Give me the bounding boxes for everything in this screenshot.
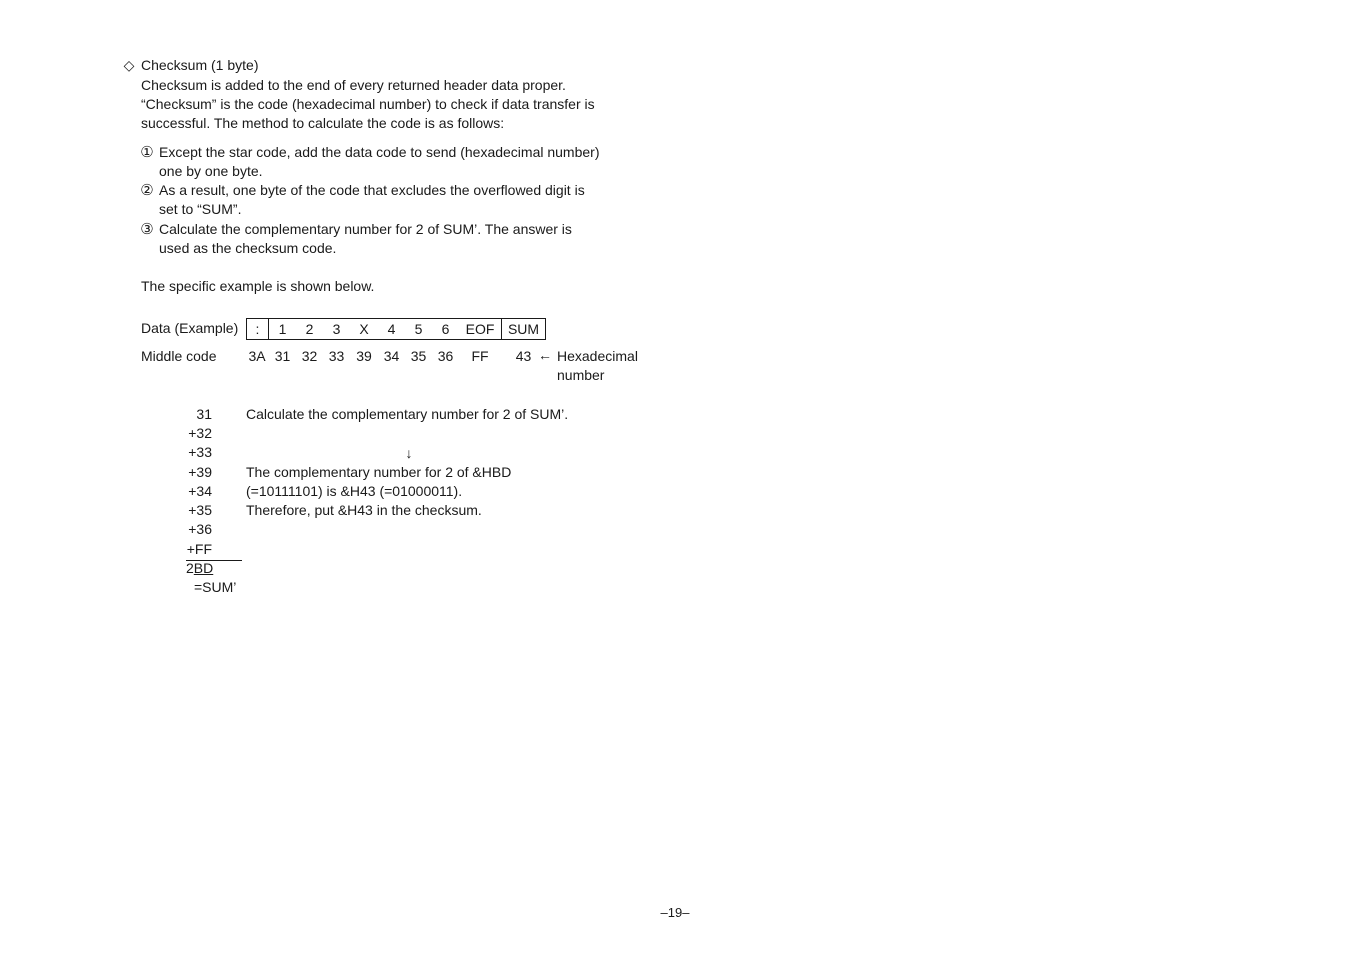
addend: 31 — [196, 406, 212, 422]
left-arrow-icon: ← — [538, 347, 552, 363]
step-1-line: Except the star code, add the data code to send (hexadecimal number) — [159, 144, 600, 160]
middle-code-value: 34 — [383, 348, 400, 364]
step-2-marker: ② — [140, 182, 154, 199]
middle-code-value: 32 — [301, 348, 318, 364]
step-2-line: As a result, one byte of the code that excludes the overflowed digit is — [159, 182, 585, 198]
data-cell: X — [359, 321, 369, 337]
step-3-line: Calculate the complementary number for 2 of SUM’. The answer is — [159, 221, 572, 237]
middle-code-value: 33 — [328, 348, 345, 364]
data-cell: EOF — [465, 321, 495, 337]
data-cell: 3 — [332, 321, 341, 337]
addend: +33 — [188, 444, 212, 460]
step-1-marker: ① — [140, 144, 154, 161]
step-1-line: one by one byte. — [159, 163, 263, 179]
addend: +35 — [188, 502, 212, 518]
step-3-marker: ③ — [140, 221, 154, 238]
data-cell: 2 — [305, 321, 314, 337]
data-cell: 5 — [414, 321, 423, 337]
sum-result-underlined: BD — [193, 560, 214, 576]
explanation-line: Therefore, put &H43 in the checksum. — [246, 502, 482, 518]
addend: +32 — [188, 425, 212, 441]
middle-code-value: 39 — [356, 348, 372, 364]
data-example-label: Data (Example) — [141, 320, 239, 336]
explanation-line: The complementary number for 2 of &HBD — [246, 464, 512, 480]
hexadecimal-note: Hexadecimal — [557, 348, 638, 364]
intro-line: Checksum is added to the end of every returned header data proper. — [141, 77, 566, 93]
step-3-line: used as the checksum code. — [159, 240, 337, 256]
example-intro: The specific example is shown below. — [141, 278, 375, 294]
data-cell: 6 — [441, 321, 450, 337]
hexadecimal-note: number — [557, 367, 605, 383]
step-2-line: set to “SUM”. — [159, 201, 242, 217]
middle-code-label: Middle code — [141, 348, 217, 364]
data-cell: : — [255, 321, 260, 337]
section-heading: Checksum (1 byte) — [141, 57, 259, 73]
sum-result — [186, 559, 213, 578]
sum-result-prefix: 2 — [186, 560, 194, 576]
middle-code-value: 36 — [437, 348, 454, 364]
middle-code-value: 31 — [274, 348, 291, 364]
middle-code-value: 35 — [410, 348, 427, 364]
intro-line: “Checksum” is the code (hexadecimal number) to check if data transfer is — [141, 96, 595, 112]
down-arrow-icon: ↓ — [405, 445, 413, 461]
addend: +39 — [188, 464, 212, 480]
data-cell: SUM — [507, 321, 540, 337]
page-number: –19– — [660, 905, 690, 920]
middle-code-value: 3A — [248, 348, 266, 364]
explanation-line: (=10111101) is &H43 (=01000011). — [246, 483, 463, 499]
data-example-table — [246, 318, 546, 340]
diamond-bullet-icon: ◇ — [123, 57, 135, 73]
addend: +FF — [186, 541, 212, 557]
intro-line: successful. The method to calculate the code is as follows: — [141, 115, 505, 131]
data-cell: 1 — [278, 321, 287, 337]
middle-code-value: 43 — [515, 348, 532, 364]
addend: +34 — [188, 483, 212, 499]
sum-label: =SUM’ — [194, 579, 237, 595]
middle-code-value: FF — [471, 348, 489, 364]
addend: +36 — [188, 521, 212, 537]
data-cell: 4 — [387, 321, 396, 337]
explanation-title: Calculate the complementary number for 2 of SUM’. — [246, 406, 569, 422]
